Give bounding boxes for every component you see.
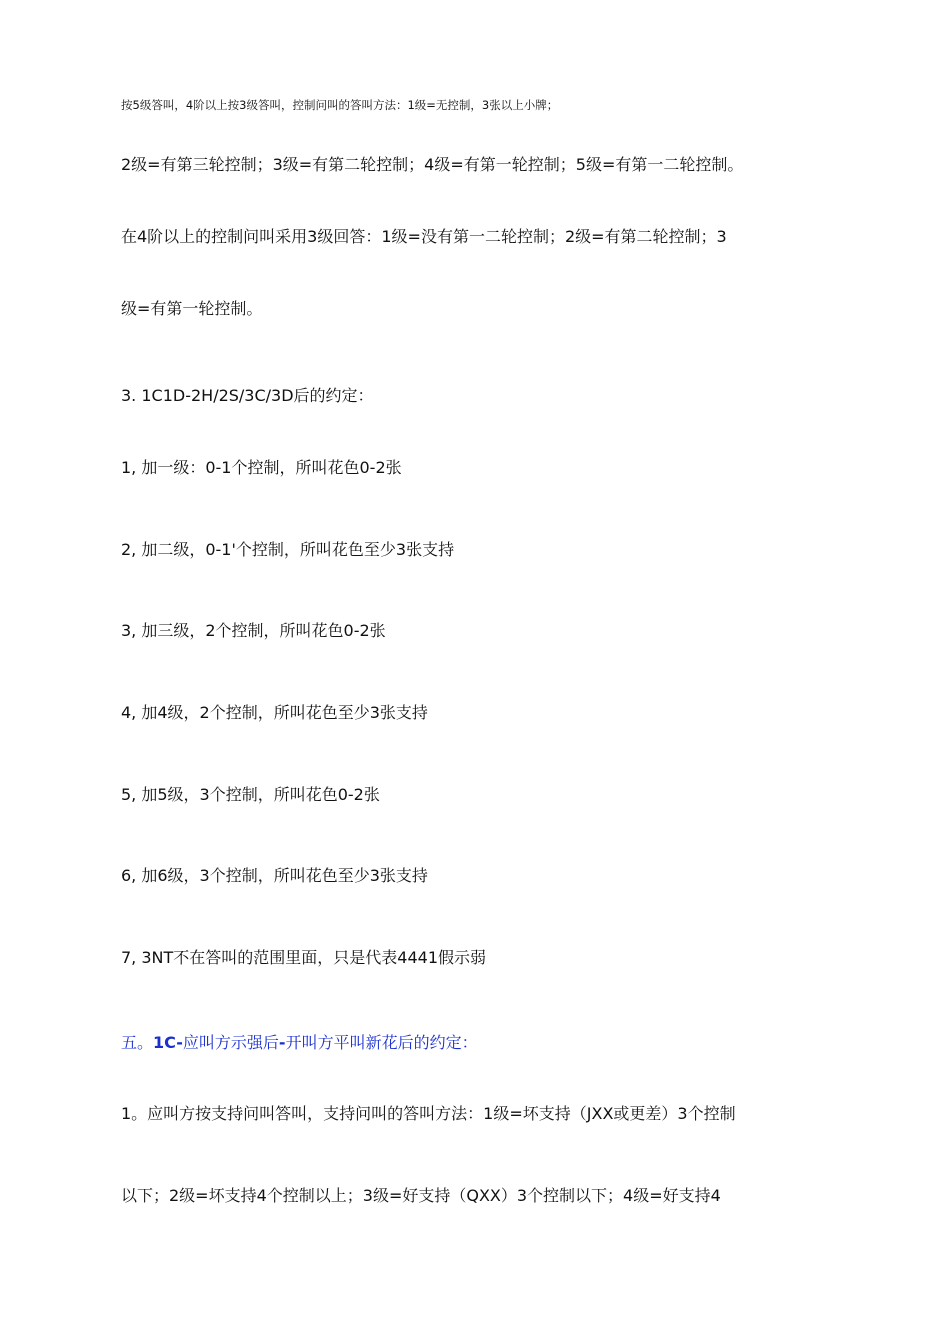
- heading-prefix: 五。: [121, 1033, 154, 1052]
- list-item-7: 7, 3NT不在答叫的范围里面，只是代表4441假示弱: [121, 948, 486, 967]
- heading-bold-dash: -: [278, 1033, 286, 1052]
- heading-mid: 应叫方示强后: [182, 1033, 279, 1052]
- paragraph-line-3: 在4阶以上的控制问叫采用3级回答：1级=没有第一二轮控制；2级=有第二轮控制；3: [121, 227, 727, 246]
- heading-suffix: 开叫方平叫新花后的约定：: [285, 1033, 478, 1052]
- paragraph-line-1: 按5级答叫，4阶以上按3级答叫，控制问叫的答叫方法：1级=无控制，3张以上小牌；: [121, 98, 559, 112]
- section-heading-5: [121, 1033, 478, 1053]
- list-item-3: 3, 加三级，2个控制，所叫花色0-2张: [121, 621, 386, 640]
- list-item-2: 2, 加二级，0-1'个控制，所叫花色至少3张支持: [121, 540, 455, 559]
- paragraph-line-4: 级=有第一轮控制。: [121, 299, 263, 318]
- paragraph-line-2: 2级=有第三轮控制；3级=有第二轮控制；4级=有第一轮控制；5级=有第一二轮控制。: [121, 155, 744, 174]
- list-item-6: 6, 加6级，3个控制，所叫花色至少3张支持: [121, 866, 428, 885]
- heading-bold: 1C-: [153, 1033, 183, 1052]
- list-item-5: 5, 加5级，3个控制，所叫花色0-2张: [121, 785, 380, 804]
- list-item-4: 4, 加4级，2个控制，所叫花色至少3张支持: [121, 703, 428, 722]
- list-item-1: 1, 加一级：0-1个控制，所叫花色0-2张: [121, 458, 402, 477]
- section-title-3: 3. 1C1D-2H/2S/3C/3D后的约定：: [121, 386, 374, 405]
- paragraph-line-after-2: 以下；2级=坏支持4个控制以上；3级=好支持（QXX）3个控制以下；4级=好支持4: [121, 1186, 721, 1205]
- paragraph-line-after-1: 1。应叫方按支持问叫答叫，支持问叫的答叫方法：1级=坏支持（JXX或更差）3个控制: [121, 1104, 736, 1123]
